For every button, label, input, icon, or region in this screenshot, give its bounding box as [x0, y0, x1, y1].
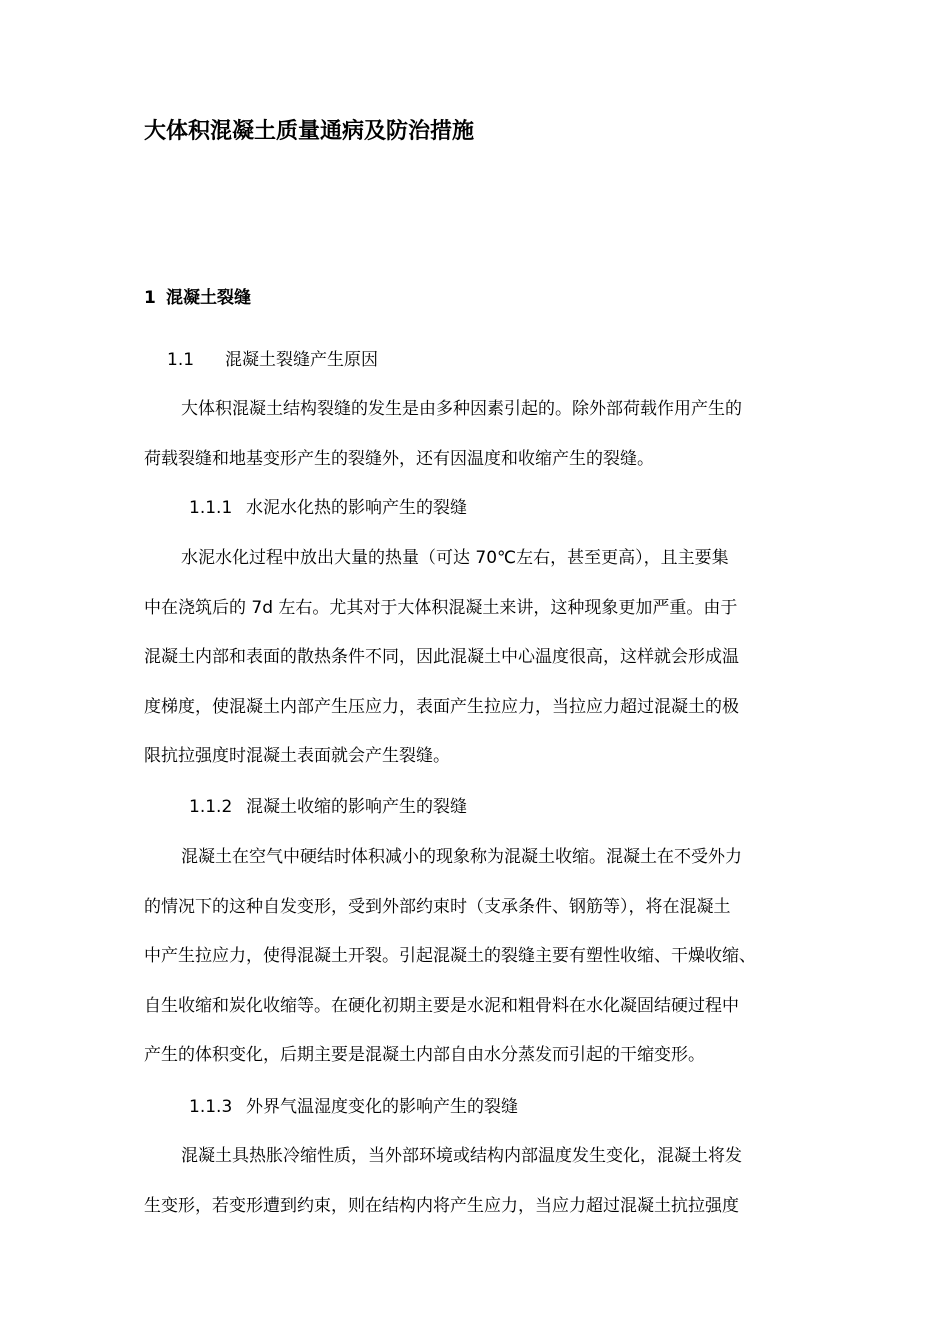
paragraph-line: 混凝土在空气中硬结时体积减小的现象称为混凝土收缩。混凝土在不受外力 — [181, 847, 742, 867]
paragraph-line: 自生收缩和炭化收缩等。在硬化初期主要是水泥和粗骨料在水化凝固结硬过程中 — [144, 995, 739, 1016]
paragraph-line: 大体积混凝土结构裂缝的发生是由多种因素引起的。除外部荷载作用产生的 — [181, 399, 742, 419]
paragraph-line: 度梯度，使混凝土内部产生压应力，表面产生拉应力，当拉应力超过混凝土的极 — [144, 696, 739, 717]
section-number: 1 — [144, 288, 156, 308]
paragraph-line: 混凝土内部和表面的散热条件不同，因此混凝土中心温度很高，这样就会形成温 — [144, 647, 739, 667]
paragraph-line: 产生的体积变化，后期主要是混凝土内部自由水分蒸发而引起的干缩变形。 — [144, 1045, 705, 1065]
section-number: 1.1 — [167, 350, 195, 370]
section-heading-1-1 — [167, 348, 378, 372]
paragraph-line: 荷载裂缝和地基变形产生的裂缝外，还有因温度和收缩产生的裂缝。 — [144, 448, 654, 469]
paragraph-2 — [144, 546, 808, 794]
paragraph-line: 的情况下的这种自发变形，受到外部约束时（支承条件、钢筋等），将在混凝土 — [144, 896, 731, 917]
paragraph-line: 混凝土具热胀冷缩性质，当外部环境或结构内部温度发生变化，混凝土将发 — [181, 1146, 742, 1166]
section-title: 混凝土裂缝 — [166, 288, 251, 308]
section-heading-1-1-1 — [189, 496, 467, 520]
paragraph-line: 限抗拉强度时混凝土表面就会产生裂缝。 — [144, 746, 450, 766]
paragraph-1 — [144, 397, 808, 496]
section-heading-1 — [144, 286, 251, 310]
section-title: 混凝土裂缝产生原因 — [225, 350, 378, 370]
section-number: 1.1.2 — [189, 797, 233, 817]
section-heading-1-1-2 — [189, 795, 467, 819]
paragraph-line: 中产生拉应力，使得混凝土开裂。引起混凝土的裂缝主要有塑性收缩、干燥收缩、 — [144, 946, 756, 966]
section-title: 混凝土收缩的影响产生的裂缝 — [246, 797, 467, 817]
section-number: 1.1.3 — [189, 1097, 233, 1117]
document-title: 大体积混凝土质量通病及防治措施 — [144, 119, 475, 144]
section-title: 外界气温湿度变化的影响产生的裂缝 — [246, 1097, 518, 1117]
paragraph-4 — [144, 1144, 808, 1243]
section-number: 1.1.1 — [189, 498, 233, 518]
paragraph-line: 中在浇筑后的 7d 左右。尤其对于大体积混凝土来讲，这种现象更加严重。由于 — [144, 597, 738, 618]
section-title: 水泥水化热的影响产生的裂缝 — [246, 498, 467, 518]
paragraph-3 — [144, 845, 808, 1093]
paragraph-line: 生变形，若变形遭到约束，则在结构内将产生应力，当应力超过混凝土抗拉强度 — [144, 1195, 739, 1216]
section-heading-1-1-3 — [189, 1095, 518, 1119]
paragraph-line: 水泥水化过程中放出大量的热量（可达 70℃左右，甚至更高），且主要集 — [181, 548, 729, 568]
